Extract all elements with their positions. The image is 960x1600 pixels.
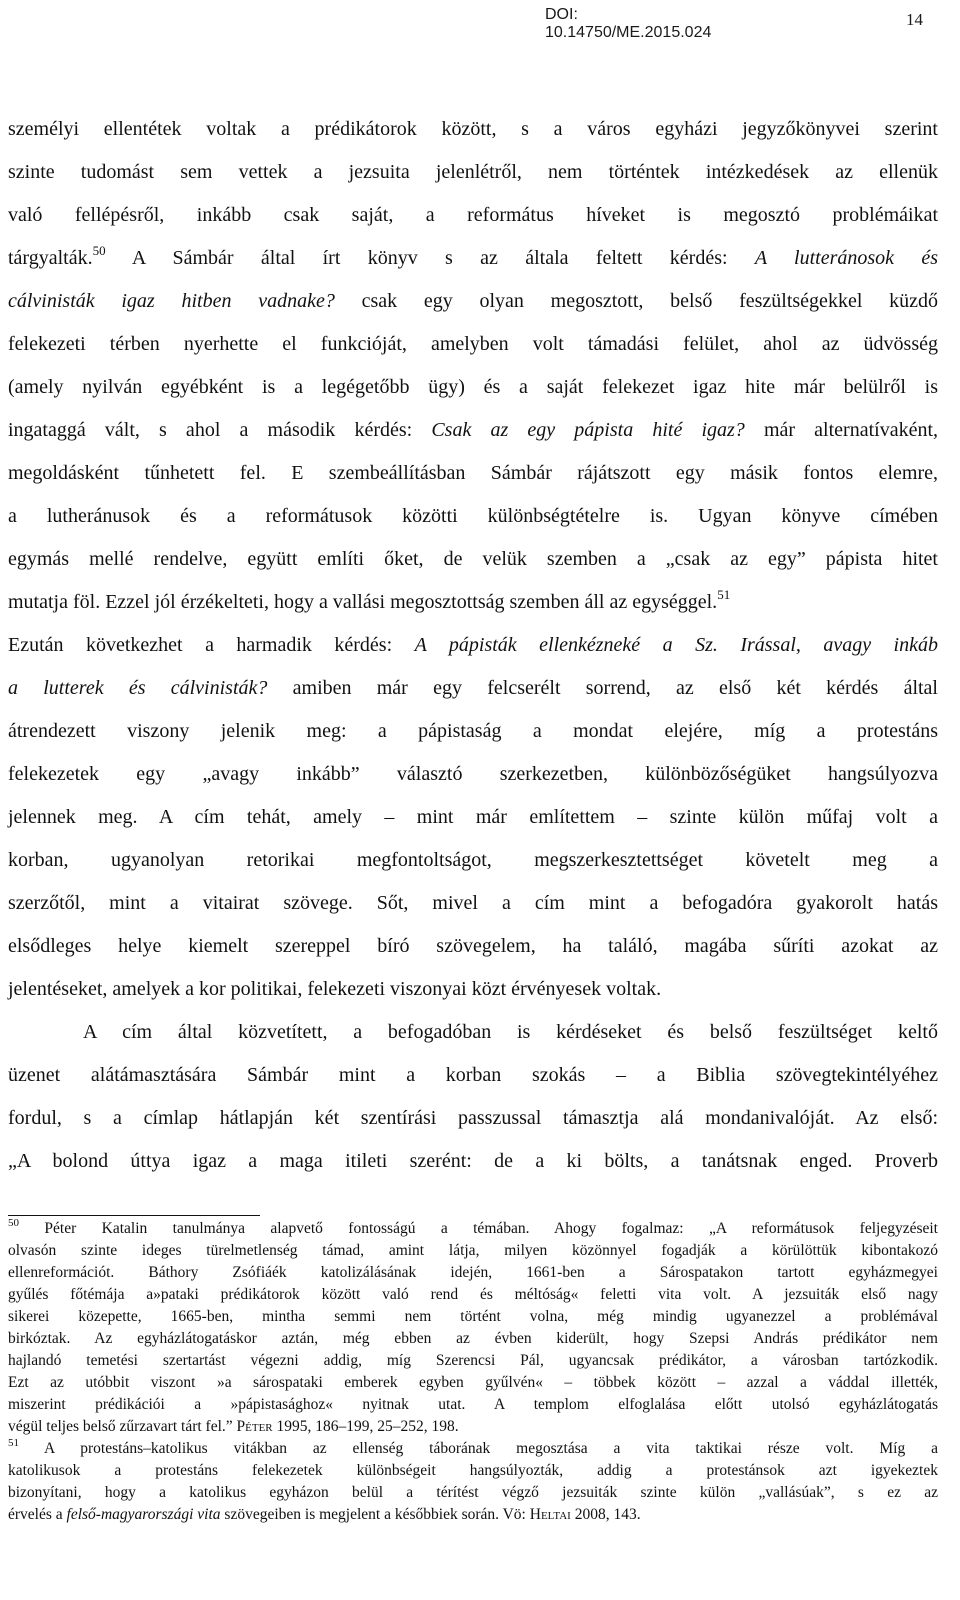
body-line: egymás mellé rendelve, együtt említi őket, de velük szemben a „csak az egy” pápista hitet bbox=[8, 548, 938, 570]
footnote-line: bizonyítani, hogy a katolikus egyházon belül a térítést végző jezsuiták szinte külön „vallásúak”, s ez az bbox=[8, 1484, 938, 1501]
body-text-run: tárgyalták. bbox=[8, 247, 93, 269]
body-text-run: csak egy olyan megosztott, belső feszültségekkel küzdő bbox=[334, 290, 938, 312]
body-line: „A bolond úttya igaz a maga itileti szerént: de a ki bölts, a tanátsnak enged. Proverb bbox=[8, 1150, 938, 1172]
body-line: átrendezett viszony jelenik meg: a pápistaság a mondat elejére, míg a protestáns bbox=[8, 720, 938, 742]
body-line: a lutheránusok és a reformátusok közötti különbségtételre is. Ugyan könyve címében bbox=[8, 505, 938, 527]
footnote-line: hajlandó temetési szertartást végezni addig, míg Szerencsi Pál, ugyancsak prédikátor, a városban tartózkodik. bbox=[8, 1352, 938, 1369]
footnote-text-run: szövegeiben is megjelent a későbbiek során. Vö: bbox=[220, 1506, 530, 1523]
author-smallcaps: Heltai bbox=[529, 1506, 571, 1523]
footnote-line: birkóztak. Az egyházlátogatáskor aztán, még ebben az évben kiderült, hogy Szepsi András prédikátor nem bbox=[8, 1330, 938, 1347]
body-line: szerzőtől, mint a vitairat szövege. Sőt, mivel a cím mint a befogadóra gyakorolt hatás bbox=[8, 892, 938, 914]
body-line: (amely nyilván egyébként is a legégetőbb ügy) és a saját felekezet igaz hite már belülről is bbox=[8, 376, 938, 398]
body-line bbox=[8, 667, 938, 710]
footnotes bbox=[8, 1218, 938, 1526]
doi-header: DOI: 10.14750/ME.2015.024 bbox=[545, 6, 712, 41]
book-title-italic: cálvinisták igaz hitben vadnake? bbox=[8, 290, 335, 312]
body-line: szinte tudomást sem vettek a jezsuita jelenlétről, nem történtek intézkedések az ellenük bbox=[8, 161, 938, 183]
footnote-number-51: 51 bbox=[8, 1437, 19, 1449]
body-text-run: mutatja föl. Ezzel jól érzékelteti, hogy a vallási megosztottság szemben áll az egységgel. bbox=[8, 591, 718, 613]
footnote-line: ellenreformációt. Báthory Zsófiáék katolizálásának idején, 1661-ben a Sárospatakon tartott egyházmegyei bbox=[8, 1264, 938, 1281]
title-italic: felső-magyarországi vita bbox=[66, 1506, 221, 1523]
footnote-line: katolikusok a protestáns felekezetek különbségeit hangsúlyozták, addig a protestánsok azt igyekeztek bbox=[8, 1462, 938, 1479]
footnote-line bbox=[8, 1218, 938, 1240]
body-line bbox=[8, 581, 938, 624]
body-text-run: ingataggá vált, s ahol a második kérdés: bbox=[8, 419, 432, 441]
footnote-line bbox=[8, 1416, 938, 1438]
page-number: 14 bbox=[906, 10, 923, 29]
author-smallcaps: Péter bbox=[236, 1418, 273, 1435]
footnote-line bbox=[8, 1504, 938, 1526]
body-line: fordul, s a címlap hátlapján két szentírási passzussal támasztja alá mondanivalóját. Az első: bbox=[8, 1107, 938, 1129]
footnote-divider bbox=[8, 1215, 260, 1216]
footnote-line: gyűlés főtémája a»pataki prédikátorok között való rend és méltóság« feletti vita volt. A jezsuiták első nagy bbox=[8, 1286, 938, 1303]
body-line: üzenet alátámasztására Sámbár mint a korban szokás – a Biblia szövegtekintélyéhez bbox=[8, 1064, 938, 1086]
footnote-line bbox=[8, 1438, 938, 1460]
question-italic: a lutterek és cálvinisták? bbox=[8, 677, 268, 699]
footnote-text-run: végül teljes belső zűrzavart tárt fel.” bbox=[8, 1418, 237, 1435]
body-line: személyi ellentétek voltak a prédikátorok között, s a város egyházi jegyzőkönyvei szerint bbox=[8, 118, 938, 140]
footnote-line: miszerint prédikációi a »pápistasághoz« nyitnak utat. A templom elfoglalása előtt utolsó egyházlátogatás bbox=[8, 1396, 938, 1413]
body-line bbox=[8, 237, 938, 280]
body-line: jelennek meg. A cím tehát, amely – mint már említettem – szinte külön műfaj volt a bbox=[8, 806, 938, 828]
body-line: való fellépésről, inkább csak saját, a református híveket is megosztó problémáikat bbox=[8, 204, 938, 226]
footnote-line: olvasón szinte ideges türelmetlenség támad, amint látja, milyen közönnyel fogadják a körülöttük kibontakozó bbox=[8, 1242, 938, 1259]
body-line: felekezeti térben nyerhette el funkcióját, amelyben volt támadási felület, ahol az üdvösség bbox=[8, 333, 938, 355]
footnote-text-run: 1995, 186–199, 25–252, 198. bbox=[272, 1418, 459, 1435]
body-line bbox=[8, 280, 938, 323]
body-text-run: A Sámbár által írt könyv s az általa feltett kérdés: bbox=[105, 247, 755, 269]
book-title-italic: A lutteránosok és bbox=[754, 247, 938, 269]
footnote-line: sikerei közepette, 1665-ben, mintha semmi nem történt volna, még mindig ugyanezzel a problémával bbox=[8, 1308, 938, 1325]
body-text-run: Ezután következhet a harmadik kérdés: bbox=[8, 634, 415, 656]
footnote-ref-50[interactable]: 50 bbox=[92, 243, 106, 258]
footnote-text-run: érvelés a bbox=[8, 1506, 67, 1523]
footnote-ref-51[interactable]: 51 bbox=[717, 587, 731, 602]
footnote-line: Ezt az utóbbit viszont »a sárospataki emberek egyben gyűlvén« – többek között – azzal a váddal illették, bbox=[8, 1374, 938, 1391]
body-line: jelentéseket, amelyek a kor politikai, felekezeti viszonyai közt érvényesek voltak. bbox=[8, 978, 662, 1000]
body-line: megoldásként tűnhetett fel. E szembeállításban Sámbár rájátszott egy másik fontos elemre, bbox=[8, 462, 938, 484]
footnote-number-50: 50 bbox=[8, 1217, 19, 1229]
body-line bbox=[8, 409, 938, 452]
body-line bbox=[8, 624, 938, 667]
question-italic: A pápisták ellenkézneké a Sz. Irással, avagy inkáb bbox=[414, 634, 938, 656]
footnote-text-run: 2008, 143. bbox=[570, 1506, 641, 1523]
footnote-text-run: A protestáns–katolikus vitákban az ellenség táborának megosztása a vita taktikai része volt. Míg a bbox=[19, 1440, 938, 1457]
body-line: korban, ugyanolyan retorikai megfontoltságot, megszerkesztettséget követelt meg a bbox=[8, 849, 938, 871]
body-text bbox=[8, 108, 938, 1183]
body-line: elsődleges helye kiemelt szereppel bíró szövegelem, ha találó, magába sűríti azokat az bbox=[8, 935, 938, 957]
question-italic: Csak az egy pápista hité igaz? bbox=[431, 419, 745, 441]
body-line: felekezetek egy „avagy inkább” választó szerkezetben, különbözőségüket hangsúlyozva bbox=[8, 763, 938, 785]
body-text-run: már alternatívaként, bbox=[744, 419, 939, 441]
footnote-text-run: Péter Katalin tanulmánya alapvető fontosságú a témában. Ahogy fogalmaz: „A reformátusok feljegyzéseit bbox=[19, 1220, 938, 1237]
body-text-run: amiben már egy felcserélt sorrend, az első két kérdés által bbox=[267, 677, 938, 699]
body-line-indented: A cím által közvetített, a befogadóban is kérdéseket és belső feszültséget keltő bbox=[83, 1021, 938, 1043]
